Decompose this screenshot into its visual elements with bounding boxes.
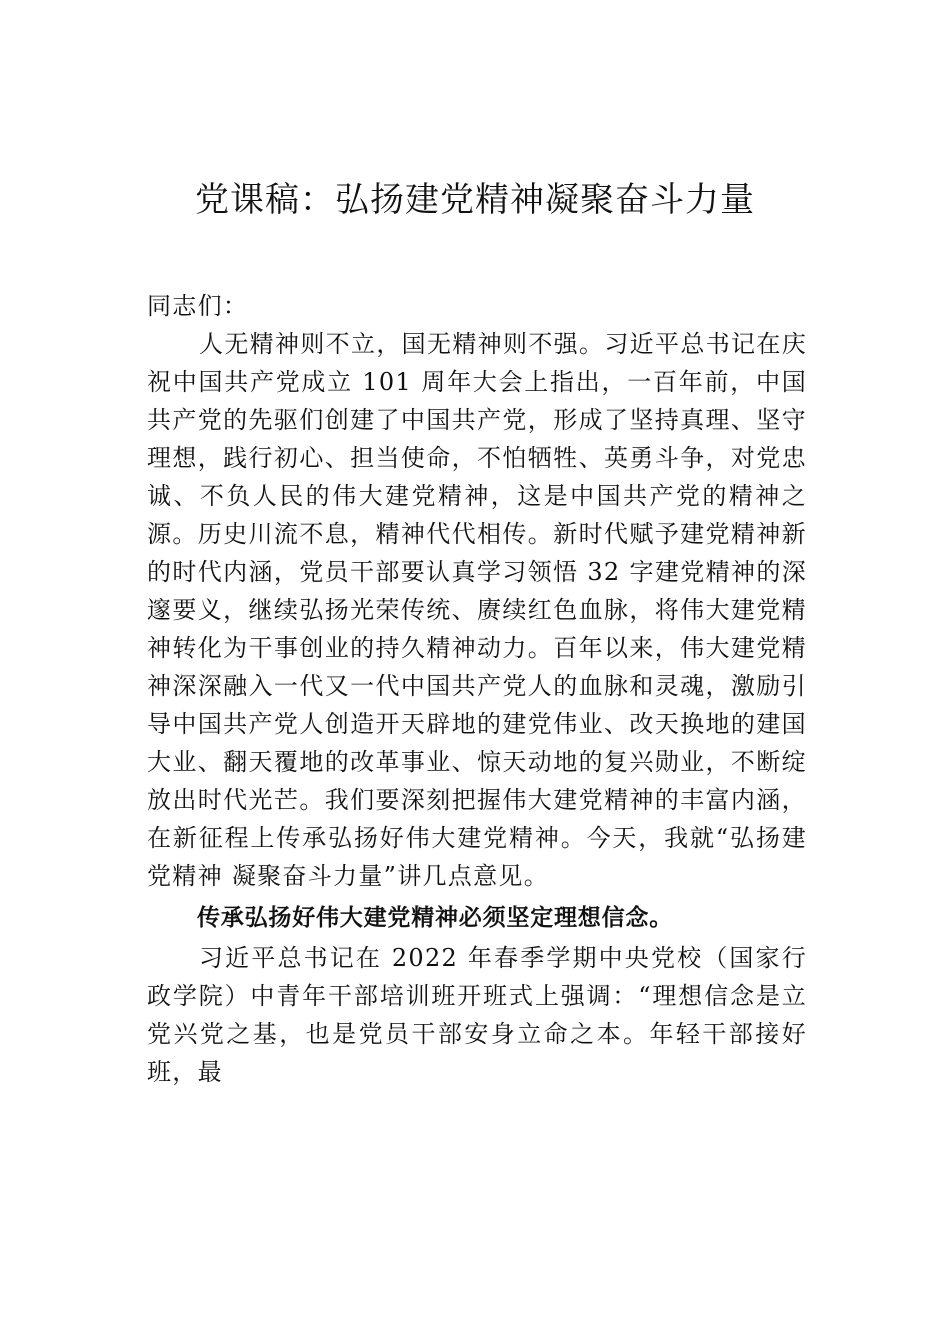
paragraph-ideals: 习近平总书记在 2022 年春季学期中央党校（国家行政学院）中青年干部培训班开班式上强调：“理想信念是立党兴党之基，也是党员干部安身立命之本。年轻干部接好班，最 — [147, 944, 807, 1086]
document-title: 党课稿：弘扬建党精神凝聚奋斗力量 — [195, 180, 755, 220]
paragraph-intro: 人无精神则不立，国无精神则不强。习近平总书记在庆祝中国共产党成立 101 周年大会上指出，一百年前，中国共产党的先驱们创建了中国共产党，形成了坚持真理、坚守理想，践行初心、担当使命，不怕牺牲、英勇斗争，对党忠诚、不负人民的伟大建党精神，这是中国共产党的精神之源。历史川流不息，精神代代相传。新时代赋予建党精神新的时代内涵，党员干部要认真学习领悟 32 字建党精神的深邃要义，继续弘扬光荣传统、赓续红色血脉，将伟大建党精神转化为干事创业的持久精神动力。百年以来，伟大建党精神深深融入一代又一代中国共产党人的血脉和灵魂，激励引导中国共产党人创造开天辟地的建党伟业、改天换地的建国大业、翻天覆地的改革事业、惊天动地的复兴勋业，不断绽放出时代光芒。我们要深刻把握伟大建党精神的丰富内涵，在新征程上传承弘扬好伟大建党精神。今天，我就“弘扬建党精神 凝聚奋斗力量”讲几点意见。 — [147, 330, 807, 890]
salutation: 同志们： — [147, 292, 249, 320]
section-heading: 传承弘扬好伟大建党精神必须坚定理想信念。 — [197, 905, 673, 931]
document-body — [147, 287, 807, 1091]
